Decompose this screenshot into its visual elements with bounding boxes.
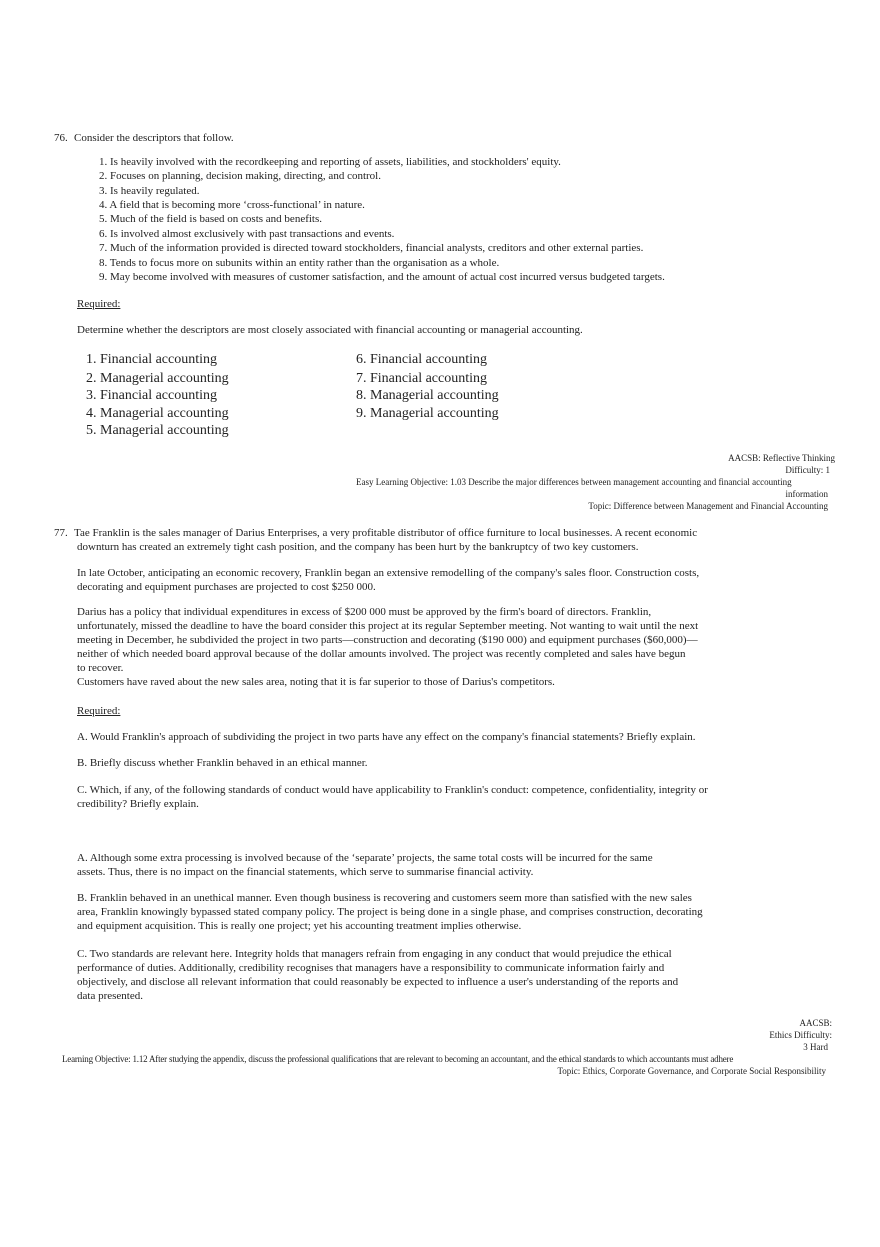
list-item: 7. Much of the information provided is directed toward stockholders, financial analysts, creditors and other external parties.: [99, 242, 644, 254]
answer-item: 2. Managerial accounting: [86, 371, 229, 386]
text-line: assets. Thus, there is no impact on the financial statements, which serve to summarise financial activity.: [77, 866, 534, 878]
text-line: area, Franklin knowingly bypassed stated company policy. The project is being done in a single phase, and comprises construction, decorating: [77, 906, 703, 918]
text-line: to recover.: [77, 662, 124, 674]
difficulty-level: 3 Hard: [803, 1042, 828, 1052]
q76-required-label: Required:: [77, 298, 121, 310]
learning-objective-cont: information: [785, 489, 828, 499]
text-line: meeting in December, he subdivided the project in two parts—construction and decorating ($190 000) and equipment purchases ($60,000)—: [77, 634, 698, 646]
answer-item: 9. Managerial accounting: [356, 406, 499, 421]
text-line: A. Although some extra processing is involved because of the ‘separate’ projects, the same total costs will be incurred for the same: [77, 852, 653, 864]
q77-question-c: [77, 783, 757, 811]
answer-item: 7. Financial accounting: [356, 371, 488, 386]
q77-number: 77.: [54, 527, 68, 539]
learning-objective: Easy Learning Objective: 1.03 Describe the major differences between management accounting and financial accounting: [356, 477, 792, 487]
text-line: B. Briefly discuss whether Franklin behaved in an ethical manner.: [77, 757, 368, 769]
text-line: objectively, and disclose all relevant information that could reasonably be expected to influence a user's understanding of the reports and: [77, 976, 679, 988]
text-line: performance of duties. Additionally, credibility recognises that managers have a responsibility to communicate information fairly and: [77, 962, 665, 974]
answer-item: 6. Financial accounting: [356, 352, 488, 367]
list-item: 4. A field that is becoming more ‘cross-functional’ in nature.: [99, 199, 365, 211]
aacsb-tag: AACSB:: [799, 1018, 832, 1028]
q77-answer-b: [77, 891, 757, 933]
q77-scenario-p1-cont: [77, 540, 757, 554]
text-line: C. Which, if any, of the following standards of conduct would have applicability to Franklin's conduct: competence, confidentiality, integrity or: [77, 784, 708, 796]
q77-answer-a: [77, 851, 757, 879]
text-line: and equipment acquisition. This is really one project; yet his accounting treatment implies otherwise.: [77, 920, 522, 932]
q77-question-b: [77, 756, 757, 770]
list-item: 1. Is heavily involved with the recordkeeping and reporting of assets, liabilities, and stockholders' equity.: [99, 156, 561, 168]
text-line: decorating and equipment purchases are projected to cost $250 000.: [77, 581, 376, 593]
list-item: 3. Is heavily regulated.: [99, 185, 200, 197]
text-line: neither of which needed board approval because of the dollar amounts involved. The project was recently completed and sales have begun: [77, 648, 686, 660]
list-item: 8. Tends to focus more on subunits within an entity rather than the organisation as a whole.: [99, 257, 500, 269]
text-line: A. Would Franklin's approach of subdividing the project in two parts have any effect on the company's financial statements? Briefly explain.: [77, 731, 696, 743]
text-line: B. Franklin behaved in an unethical manner. Even though business is recovering and customers seem more than satisfied with the new sales: [77, 892, 692, 904]
list-item: 6. Is involved almost exclusively with past transactions and events.: [99, 228, 395, 240]
text-line: unfortunately, missed the deadline to have the board consider this project at its regular September meeting. Not wanting to wait until the next: [77, 620, 699, 632]
text-line: downturn has created an extremely tight cash position, and the company has been hurt by the bankruptcy of two key customers.: [77, 541, 639, 553]
list-item: 2. Focuses on planning, decision making, directing, and control.: [99, 170, 381, 182]
q77-scenario-p1: [74, 526, 754, 540]
list-item: 9. May become involved with measures of customer satisfaction, and the amount of actual cost incurred versus budgeted targets.: [99, 271, 665, 283]
topic-tag: Topic: Ethics, Corporate Governance, and Corporate Social Responsibility: [557, 1066, 826, 1076]
q77-answer-c: [77, 947, 757, 1003]
q77-scenario-p2: [77, 566, 757, 594]
list-item: 5. Much of the field is based on costs and benefits.: [99, 213, 323, 225]
q77-question-a: [77, 730, 757, 744]
text-line: C. Two standards are relevant here. Integrity holds that managers refrain from engaging in any conduct that would prejudice the ethical: [77, 948, 672, 960]
difficulty-tag: Difficulty: 1: [785, 465, 830, 475]
text-line: data presented.: [77, 990, 143, 1002]
answer-item: 4. Managerial accounting: [86, 406, 229, 421]
text-line: Tae Franklin is the sales manager of Darius Enterprises, a very profitable distributor of office furniture to local businesses. A recent economic: [74, 527, 698, 539]
text-line: In late October, anticipating an economic recovery, Franklin began an extensive remodelling of the company's sales floor. Construction costs,: [77, 567, 700, 579]
learning-objective: Learning Objective: 1.12 After studying the appendix, discuss the professional qualifications that are relevant to becoming an accountant, and the ethical standards to which accountants must adhere: [62, 1054, 734, 1064]
q76-intro: Consider the descriptors that follow.: [74, 132, 234, 144]
text-line: credibility? Briefly explain.: [77, 798, 199, 810]
text-line: Darius has a policy that individual expenditures in excess of $200 000 must be approved by the firm's board of directors. Franklin,: [77, 606, 652, 618]
text-line: Customers have raved about the new sales area, noting that it is far superior to those of Darius's competitors.: [77, 676, 555, 688]
answer-item: 3. Financial accounting: [86, 388, 218, 403]
q77-required-label: Required:: [77, 705, 121, 717]
answer-item: 1. Financial accounting: [86, 352, 218, 367]
answer-item: 5. Managerial accounting: [86, 423, 229, 438]
q76-number: 76.: [54, 132, 68, 144]
answer-item: 8. Managerial accounting: [356, 388, 499, 403]
topic-tag: Topic: Difference between Management and Financial Accounting: [588, 501, 828, 511]
q77-scenario-p3: [77, 605, 757, 689]
q76-instruction: Determine whether the descriptors are most closely associated with financial accounting or managerial accounting.: [77, 324, 583, 336]
difficulty-tag: Ethics Difficulty:: [769, 1030, 832, 1040]
aacsb-tag: AACSB: Reflective Thinking: [728, 453, 835, 463]
